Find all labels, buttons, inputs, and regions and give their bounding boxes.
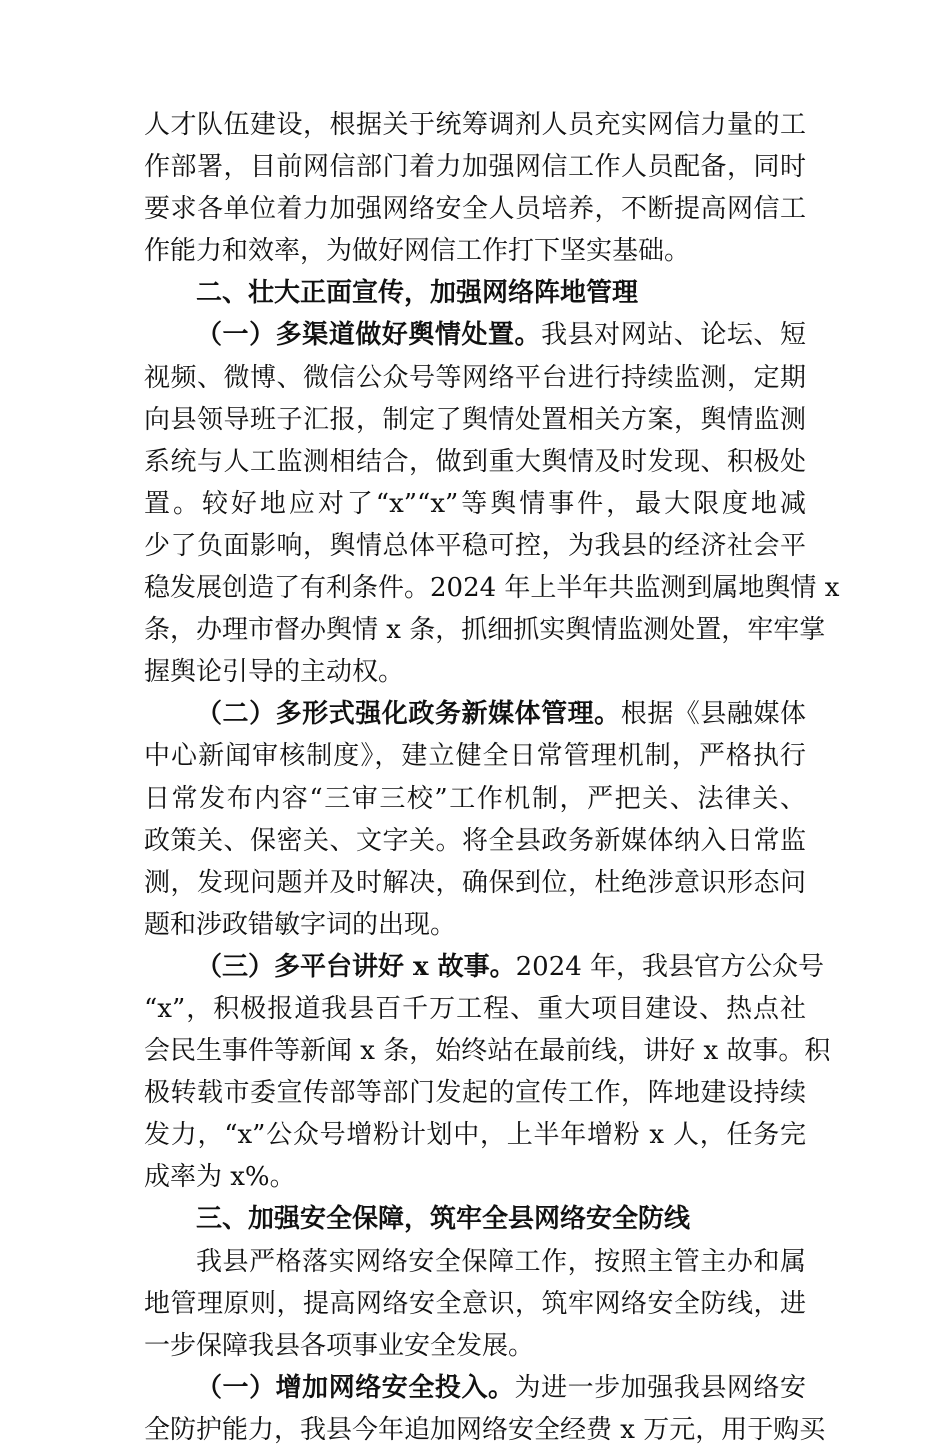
subsection-3-line	[144, 946, 825, 988]
body-line: 中心新闻审核制度》，建立健全日常管理机制，严格执行	[144, 741, 806, 772]
subsection-2-line	[144, 693, 806, 735]
body-line: 人才队伍建设，根据关于统筹调剂人员充实网信力量的工	[144, 110, 806, 140]
body-line: 稳发展创造了有利条件。2024 年上半年共监测到属地舆情 x	[144, 573, 840, 604]
body-line: 置。较好地应对了“x”“x”等舆情事件，最大限度地减	[144, 488, 806, 519]
body-line: 日常发布内容“三审三校”工作机制，严把关、法律关、	[144, 783, 806, 814]
body-line: 作部署，目前网信部门着力加强网信工作人员配备，同时	[144, 152, 806, 183]
body-line: 要求各单位着力加强网络安全人员培养，不断提高网信工	[144, 194, 806, 225]
subsection-1-line	[144, 314, 806, 356]
subsection-4-line	[144, 1367, 806, 1409]
subsection-text: 我县对网站、论坛、短	[541, 320, 806, 351]
body-line: 视频、微博、微信公众号等网络平台进行持续监测，定期	[144, 362, 806, 393]
body-line: 向县领导班子汇报，制定了舆情处置相关方案，舆情监测	[144, 404, 806, 435]
subsection-title: （二）多形式强化政务新媒体管理。	[196, 699, 621, 730]
body-line: 极转载市委宣传部等部门发起的宣传工作，阵地建设持续	[144, 1078, 806, 1109]
body-line: 条，办理市督办舆情 x 条，抓细抓实舆情监测处置，牢牢掌	[144, 615, 826, 646]
body-line: 我县严格落实网络安全保障工作，按照主管主办和属	[196, 1246, 806, 1277]
subsection-title: （三）多平台讲好 x 故事。	[196, 951, 516, 982]
body-line: 成率为 x%。	[144, 1162, 296, 1193]
body-line: 少了负面影响，舆情总体平稳可控，为我县的经济社会平	[144, 530, 806, 561]
subsection-title: （一）多渠道做好舆情处置。	[196, 320, 542, 351]
body-line: 全防护能力，我县今年追加网络安全经费 x 万元，用于购买	[144, 1414, 826, 1445]
body-line: 一步保障我县各项事业安全发展。	[144, 1330, 535, 1361]
body-line: 题和涉政错敏字词的出现。	[144, 909, 457, 940]
body-line: 发力，“x”公众号增粉计划中，上半年增粉 x 人，任务完	[144, 1120, 806, 1151]
body-line: 测，发现问题并及时解决，确保到位，杜绝涉意识形态问	[144, 867, 806, 898]
body-line: “x”，积极报道我县百千万工程、重大项目建设、热点社	[144, 993, 806, 1024]
body-line: 系统与人工监测相结合，做到重大舆情及时发现、积极处	[144, 446, 806, 477]
body-line: 会民生事件等新闻 x 条，始终站在最前线，讲好 x 故事。积	[144, 1036, 831, 1067]
subsection-text: 为进一步加强我县网络安	[514, 1372, 806, 1403]
subsection-text: 根据《县融媒体	[620, 699, 806, 730]
subsection-title: （一）增加网络安全投入。	[196, 1372, 515, 1403]
section-heading-3: 三、加强安全保障，筑牢全县网络安全防线	[196, 1204, 691, 1235]
document-page	[144, 104, 840, 1451]
section-heading-2: 二、壮大正面宣传，加强网络阵地管理	[196, 278, 639, 309]
subsection-text: 2024 年，我县官方公众号	[515, 951, 825, 982]
body-line: 地管理原则，提高网络安全意识，筑牢网络安全防线，进	[144, 1288, 806, 1319]
body-line: 政策关、保密关、文字关。将全县政务新媒体纳入日常监	[144, 825, 806, 856]
body-line: 握舆论引导的主动权。	[144, 657, 405, 688]
body-line: 作能力和效率，为做好网信工作打下坚实基础。	[144, 236, 691, 267]
